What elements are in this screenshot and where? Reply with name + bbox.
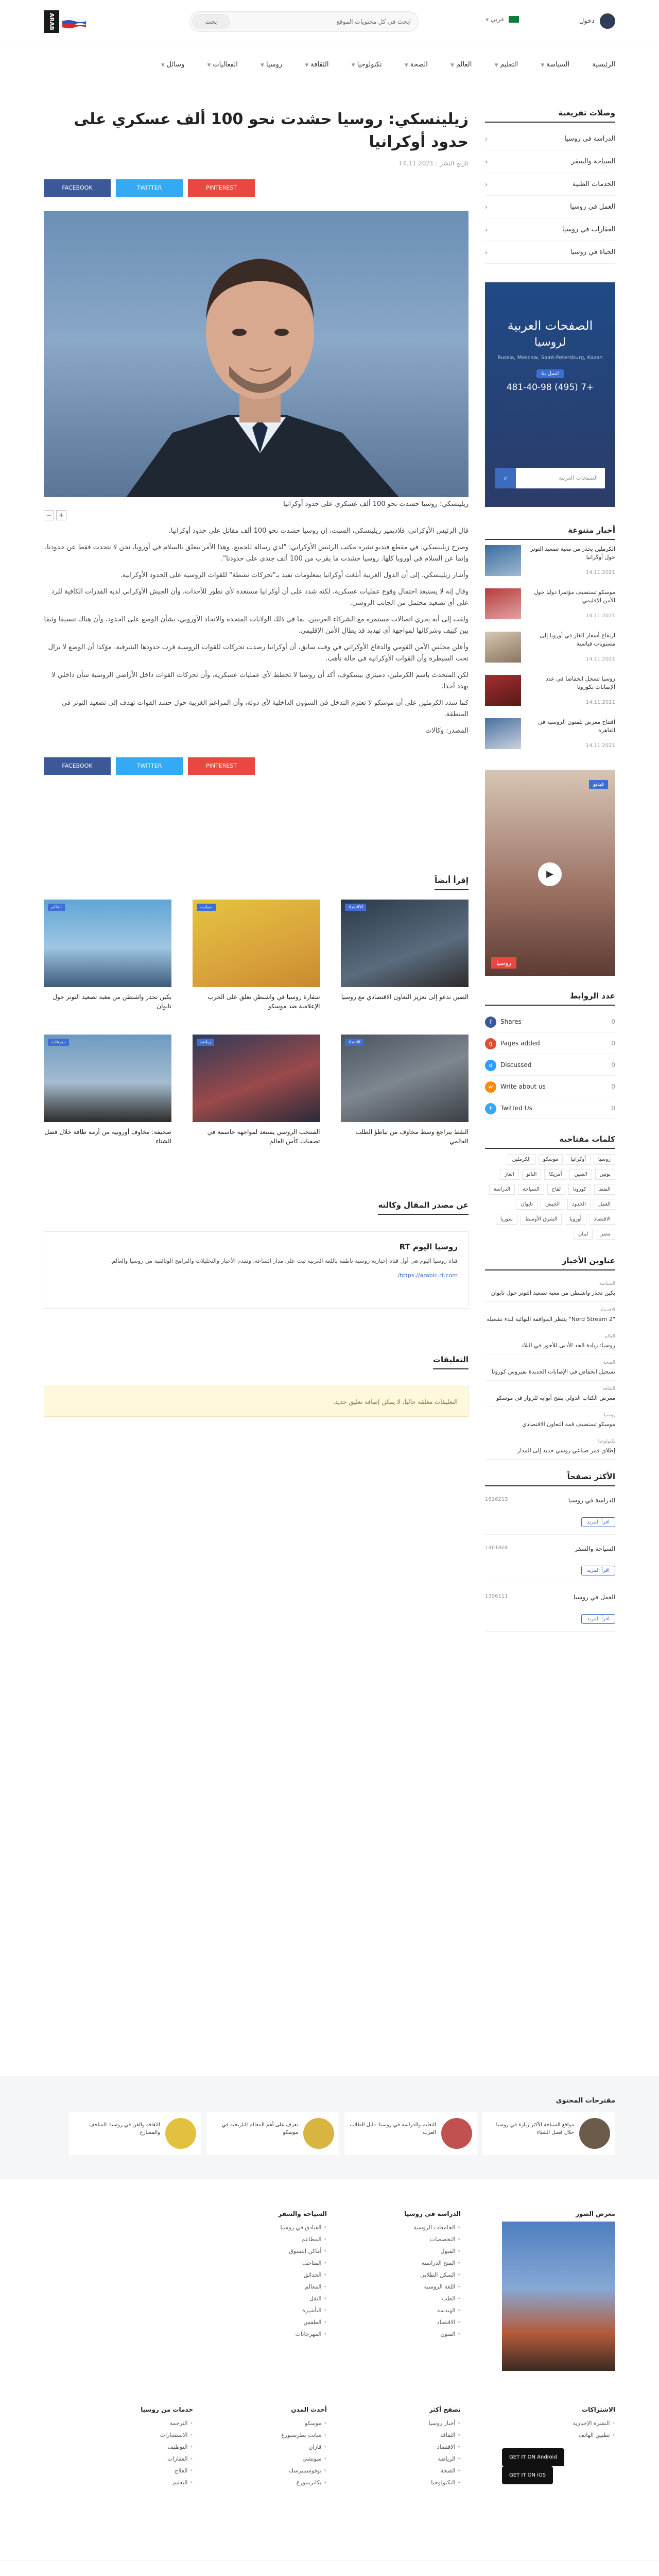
search-icon[interactable]: ⌕ [495,468,516,488]
source-description: قناة روسيا اليوم هي أول قناة إخبارية روسية ناطقة باللغة العربية تبث على مدار الساعة، وتقدم الأخبار والتحليلات والبرامج الوثائقية من روسيا والعالم. [110,1258,458,1264]
footer-link[interactable]: •الاستشارات [160,2432,193,2438]
footer-links [44,2190,615,2566]
bullet-icon: • [457,2272,461,2278]
tag-chip[interactable]: لبنان [574,1229,593,1240]
bullet-icon: • [323,2236,327,2243]
paragraph: وقال إنه لا يستبعد احتمال وقوع عمليات عسكرية، لكنه شدد على أن أوكرانيا مستعدة لأي تطور للأحداث، وأن الجيش الأوكراني لديه القدرات الكافية للرد على أي تصعيد محتمل من الجانب الروسي. [51,588,469,607]
most-viewed-item[interactable]: السياحة والسفر 1461868 اقرأ المزيد [485,1540,615,1583]
card-label: رياضة [197,1039,214,1046]
bullet-icon: • [323,2283,327,2290]
tag-chip[interactable]: السياحة [518,1184,544,1195]
pinterest-share-button[interactable]: PINTEREST [188,757,255,775]
bullet-icon: • [457,2307,461,2314]
headline-category: تكنولوجيا [598,1439,615,1444]
footer-col-browse: تصفح أكثر •أخبار روسيا •الثقافة •الاقتصاد •الرياضة •الصحة •التكنولوجيا [348,2406,461,2488]
bullet-icon: • [323,2479,327,2486]
card-caption: بكين تحذر واشنطن من مغبة تصعيد التوتر حول تايوان [53,993,171,1010]
bullet-icon: • [189,2467,193,2474]
chevron-down-icon: ▼ [494,63,498,68]
category-item[interactable]: السياحة والسفر ‹ [485,150,615,173]
suggest-card[interactable]: التعليم والدراسة في روسيا: دليل الطلاب العرب [344,2112,477,2155]
footer-col-services: خدمات من روسيا •الترجمة •الاستشارات •التوظيف •العقارات •العلاج •التعليم [80,2406,193,2488]
tag-chip[interactable]: أمريكا [544,1169,566,1180]
footer-link[interactable]: •قازان [308,2444,327,2450]
footer-link[interactable]: •موسكو [304,2420,327,2427]
paragraph: وصرح زيلينسكي، في مقطع فيديو نشره مكتب الرئيس الأوكراني: "لدي رسالة للجميع، وهذا الأمر يتعلق بالسلام في أوروبا، نحن لا نتحدث فقط عن حدودنا، وإنما عن السلام في أوروبا كلها. روسيا حشدت ما يقرب من 100 ألف جندي على حدودنا". [44,544,469,563]
bullet-icon: • [457,2224,461,2231]
headline-item[interactable] [485,1381,615,1407]
social-item[interactable]: f Shares 0 [485,1011,615,1032]
source-box [44,1231,469,1309]
news-item[interactable]: روسيا تسجل انخفاضا في عدد الإصابات بكورونا 14.11.2021 [485,675,615,711]
tag-chip[interactable]: موسكو [539,1154,563,1165]
nav-item-tech[interactable]: تكنولوجيا▼ [351,61,382,69]
news-item[interactable]: ارتفاع أسعار الغاز في أوروبا إلى مستويات قياسية 14.11.2021 [485,632,615,668]
tag-cloud [485,1154,615,1244]
bullet-icon: • [612,2420,615,2427]
headline-text: بكين تحذر واشنطن من مغبة تصعيد التوتر حول تايوان [491,1290,615,1296]
category-item[interactable]: الدراسة في روسيا ‹ [485,128,615,150]
article-image [44,211,469,497]
headline-list [485,1276,615,1460]
nav-item-home[interactable]: الرئيسية [592,61,615,69]
tag-chip[interactable]: العمل [594,1199,615,1210]
facebook-icon: f [485,1016,496,1028]
footer-link[interactable]: •الترجمة [169,2420,193,2427]
news-item[interactable]: افتتاح معرض للفنون الروسية في القاهرة 14.11.2021 [485,718,615,754]
tag-chip[interactable]: الاقتصاد [589,1214,615,1225]
comments-notice: التعليقات مغلقة حاليا، لا يمكن إضافة تعليق جديد. [44,1386,469,1417]
headlines-title: عناوين الأخبار [485,1256,615,1270]
footer-link[interactable]: •القبول [440,2248,461,2255]
banner-phone: +7 (495) 481-40-98 [506,382,594,393]
video-label: فيديو [589,780,608,789]
paragraph: لكن المتحدث باسم الكرملين، دميتري بيسكوف، أكد أن روسيا لا تخطط لأي عمليات عسكرية، وأن تحركات القوات داخل الأراضي الروسية شأن داخلي لا يهدد أحدا. [51,671,469,690]
headline-category: السياسة [599,1281,615,1286]
bullet-icon: • [457,2248,461,2255]
nav-item-politics[interactable]: السياسة▼ [541,61,570,69]
play-icon[interactable]: ▶ [538,862,562,886]
bullet-icon: • [457,2295,461,2302]
social-title: عدد الروابط [485,991,615,1006]
language-selector[interactable] [483,15,519,28]
nav-item-education[interactable]: التعليم▼ [494,61,518,69]
tag-chip[interactable]: الدراسة [489,1184,515,1195]
chevron-down-icon: ▼ [260,63,264,68]
tag-chip[interactable]: تايوان [516,1199,537,1210]
paragraph: ولفت إلى أنه يجري اتصالات مستمرة مع الشركاء الغربيين، بما في ذلك الولايات المتحدة والاتحاد الأوروبي، بشأن الوضع على الحدود، وأن هناك تنسيقا وثيقا بين كييف وشركائها لمواجهة أي تهديد قد يطال الأمن الإقليمي. [44,616,469,635]
related-card[interactable] [44,1035,171,1170]
category-item[interactable]: العمل في روسيا ‹ [485,196,615,218]
section-title: عن مصدر المقال وكالته [378,1200,469,1215]
bullet-icon: • [189,2444,193,2450]
chevron-down-icon: ▼ [305,63,309,68]
footer-link[interactable]: •الفنادق في روسيا [280,2224,327,2231]
paragraph: قال الرئيس الأوكراني، فلاديمير زيلينسكي، السبت، إن روسيا حشدت نحو 100 ألف مقاتل على حدود أوكرانيا. [168,527,469,535]
article-title: زيلينسكي: روسيا حشدت نحو 100 ألف عسكري على حدود أوكرانيا [74,110,469,151]
banner-title: الصفحات العربية [507,318,593,333]
footer-link[interactable]: •المعالم [305,2283,327,2290]
suggest-card[interactable]: مواقع السياحة الأكثر زيارة في روسيا خلال فصل الشتاء [482,2112,615,2155]
comments-section [44,1355,469,1417]
chevron-down-icon: ▼ [207,63,211,68]
video-widget[interactable] [485,770,615,976]
zoom-out-button[interactable]: − [44,510,54,520]
footer-col-subscriptions: الاشتراكات •النشرة الإخبارية •تطبيق الهاتف GET IT ON Android GET IT ON iOS [502,2406,615,2484]
bullet-icon: • [457,2467,461,2474]
nav-item-culture[interactable]: الثقافة▼ [305,61,329,69]
footer-link[interactable]: •المهرجانات [295,2331,327,2337]
most-viewed-title: الأكثر تصفحاً [485,1472,615,1486]
bullet-icon: • [323,2420,327,2427]
tag-chip[interactable]: كورونا [568,1184,591,1195]
card-caption: المنتخب الروسي يستعد لمواجهة حاسمة في تصفيات كأس العالم [207,1128,320,1145]
bullet-icon: • [323,2248,327,2255]
card-caption: سفارة روسيا في واشنطن تعلق على الحرب الإعلامية ضد موسكو [207,993,320,1010]
sidebar [485,108,615,1637]
social-item[interactable]: w Write about us 0 [485,1076,615,1097]
bullet-icon: • [323,2260,327,2266]
arab-pages-banner [485,282,615,507]
read-also-section [44,876,469,1170]
headline-category: العالم [604,1334,615,1339]
footer-link[interactable]: •أخبار روسيا [428,2420,461,2427]
card-caption: صحيفة: مخاوف أوروبية من أزمة طاقة خلال فصل الشتاء [44,1128,171,1145]
category-item[interactable]: الخدمات الطبية ‹ [485,173,615,196]
card-label: سياسة [197,904,216,911]
language-label: عربي [491,15,505,23]
footer-gallery: معرض الصور [502,2210,615,2371]
nav-item-world[interactable]: العالم▼ [450,61,472,69]
bullet-icon: • [457,2331,461,2337]
footer-link[interactable]: •الصحة [440,2467,461,2474]
footer-link[interactable]: •نوفوسيبيرسك [289,2467,327,2474]
social-item[interactable]: d Discussed 0 [485,1054,615,1076]
card-image [341,900,469,987]
footer-link[interactable]: •المتاحف [302,2260,327,2266]
footer-link[interactable]: •النقل [309,2295,327,2302]
paragraph: وأعلن مجلس الأمن القومي والدفاع الأوكراني في وقت سابق، أن أوكرانيا رصدت تحركات للقوات الروسية قرب حدودها الشرقية، مؤكدا أن الوضع لا يزال تحت السيطرة وأن القوات الأوكرانية في حالة تأهب. [48,643,469,663]
bullet-icon: • [323,2224,327,2231]
footer-link[interactable]: •السكن الطلابي [420,2272,461,2278]
suggest-title: مقترحات المحتوى [556,2097,615,2105]
bullet-icon: • [323,2272,327,2278]
bullet-icon: • [189,2455,193,2462]
zoom-controls [44,510,469,520]
top-bar [0,0,659,46]
chevron-left-icon: ‹ [485,135,488,143]
headline-text: "Nord Stream 2" ينتظر الموافقة النهائية لبدء تشغيله [487,1316,615,1323]
headline-category: روسيا [604,1413,615,1418]
card-label: الاقتصاد [345,904,366,911]
footer-bottom [0,2561,659,2576]
bullet-icon: • [189,2479,193,2486]
bullet-icon: • [323,2455,327,2462]
zoom-in-button[interactable]: + [56,510,66,520]
bullet-icon: • [457,2479,461,2486]
footer-link[interactable]: •المطاعم [301,2236,327,2243]
tags-title: كلمات مفتاحية [485,1134,615,1149]
footer-link[interactable]: •الفنون [440,2331,461,2337]
bullet-icon: • [457,2283,461,2290]
search-button[interactable]: بحث [192,14,230,29]
related-card[interactable] [193,900,320,1035]
sidebar-news-title: أخبار متنوعة [485,526,615,540]
footer-link[interactable]: •التأشيرة [302,2307,327,2314]
social-item[interactable]: g Pages added 0 [485,1032,615,1054]
article-date: تاريخ النشر : 14.11.2021 [398,160,469,167]
tag-chip[interactable]: النفط [594,1184,615,1195]
nav-item-russia[interactable]: روسيا▼ [260,61,283,69]
footer-link[interactable]: •الثقافة [440,2432,461,2438]
section-title: التعليقات [433,1355,469,1369]
image-caption: زيلينسكي: روسيا حشدت نحو 100 ألف عسكري على حدود أوكرانيا [283,500,469,508]
bullet-icon: • [189,2420,193,2427]
bullet-icon: • [323,2444,327,2450]
tag-chip[interactable]: بوتين [595,1169,615,1180]
tag-chip[interactable]: الغاز [500,1169,519,1180]
footer-link[interactable]: •سوتشي [302,2455,327,2462]
video-source: روسيا [491,957,516,969]
tag-chip[interactable]: أوكرانيا [566,1154,591,1165]
main-nav [44,54,615,76]
bullet-icon: • [323,2295,327,2302]
footer-col-tourism: السياحة والسفر •الفنادق في روسيا •المطاعم •أماكن التسوق •المتاحف •الحدائق •المعالم •النقل •التأشيرة •الطقس •المهرجانات [214,2210,327,2340]
card-image [341,1035,469,1122]
nav-item-media[interactable]: وسائل▼ [161,61,185,69]
tag-chip[interactable]: الجيش [541,1199,564,1210]
banner-cities: Russia, Moscow, Saint-Petersburg, Kazan [497,355,603,361]
read-more-button[interactable]: اقرأ المزيد [581,1614,615,1624]
paragraph: وأشار زيلينسكي، إلى أن الدول الغربية أبلغت أوكرانيا بمعلومات تفيد بـ"تحركات نشطة" للقوات الروسية على الحدود الأوكرانية. [120,571,469,579]
chevron-down-icon: ▼ [404,63,408,68]
avatar [600,13,615,29]
footer-suggestions [0,2076,659,2179]
bullet-icon: • [457,2260,461,2266]
related-card[interactable] [341,900,469,1035]
category-item[interactable]: الحياة في روسيا ‹ [485,241,615,264]
footer-link[interactable]: •اللغة الروسية [424,2283,461,2290]
headline-text: روسيا: زيادة الحد الأدنى للأجور في البلاد [521,1342,615,1349]
footer-link[interactable]: •الرياضة [438,2455,461,2462]
facebook-share-button[interactable]: FACEBOOK [44,757,111,775]
tag-chip[interactable]: روسيا [594,1154,615,1165]
chevron-left-icon: ‹ [485,158,488,165]
bullet-icon: • [323,2432,327,2438]
card-caption: النفط يتراجع وسط مخاوف من تباطؤ الطلب العالمي [355,1128,469,1145]
saudi-flag-icon [509,16,519,23]
card-caption: الصين تدعو إلى تعزيز التعاون الاقتصادي مع روسيا [341,993,469,1001]
write-icon: w [485,1081,496,1093]
chevron-down-icon: ▼ [541,63,545,68]
headline-text: معرض الكتاب الدولي يفتح أبوابه للزوار في موسكو [496,1395,615,1401]
headline-item[interactable] [485,1433,615,1460]
search-box [189,11,419,32]
bullet-icon: • [323,2331,327,2337]
headline-category: الاقتصاد [600,1308,615,1313]
footer-link[interactable]: •الطقس [303,2319,327,2326]
footer-link[interactable]: •العلاج [175,2467,193,2474]
article-body [44,526,469,737]
user-menu[interactable] [574,13,615,30]
news-item[interactable]: موسكو تستضيف مؤتمرا دوليا حول الأمن الإقليمي 14.11.2021 [485,588,615,624]
source-line: المصدر: وكالات [425,727,469,735]
suggest-card[interactable]: الثقافة والفن في روسيا: المتاحف والمسارح [68,2112,201,2155]
chevron-left-icon: ‹ [485,181,488,188]
portrait-illustration [44,211,469,497]
footer-link[interactable]: •التكنولوجيا [431,2479,461,2486]
section-title: إقرأ أيضاً [435,876,469,890]
bullet-icon: • [323,2467,327,2474]
tag-chip[interactable]: أوروبا [565,1214,586,1225]
footer-link[interactable]: •الطب [442,2295,461,2302]
headline-item[interactable] [485,1407,615,1433]
footer-link[interactable]: •الهندسة [437,2307,461,2314]
chevron-left-icon: ‹ [485,204,488,211]
read-more-button[interactable]: اقرأ المزيد [581,1566,615,1575]
tag-chip[interactable]: الصين [569,1169,592,1180]
share-bar-bottom [44,757,469,776]
bullet-icon: • [612,2432,615,2438]
sidebar-categories-title: وصلات تفريعية [485,108,615,123]
footer-link[interactable]: •تطبيق الهاتف [578,2432,615,2438]
chevron-left-icon: ‹ [485,226,488,233]
tag-chip[interactable]: مصر [596,1229,615,1240]
related-card[interactable] [341,1035,469,1170]
bullet-icon: • [189,2432,193,2438]
chevron-down-icon: ▼ [485,18,489,22]
article [44,108,469,776]
tag-chip[interactable]: الحدود [567,1199,591,1210]
footer-link[interactable]: •الحدائق [303,2272,327,2278]
footer-link[interactable]: •العقارات [167,2455,193,2462]
user-label: دخول [579,17,595,25]
chevron-down-icon: ▼ [161,63,165,68]
source-section [44,1200,469,1309]
bullet-icon: • [457,2444,461,2450]
bullet-icon: • [457,2236,461,2243]
ios-store-button[interactable]: GET IT ON iOS [502,2466,553,2484]
pinterest-share-button[interactable]: PINTEREST [188,179,255,197]
contact-tag[interactable]: اتصل بنا [536,369,564,378]
card-image [44,900,171,987]
footer-link[interactable]: •سانت بطرسبورغ [281,2432,327,2438]
card-label: منوعات [48,1039,69,1046]
google-plus-icon: g [485,1038,496,1049]
footer-link[interactable]: •أماكن التسوق [289,2248,327,2255]
source-url[interactable]: https://arabic.rt.com/ [397,1272,458,1279]
bullet-icon: • [457,2420,461,2427]
gallery-image[interactable] [502,2222,615,2371]
tag-chip[interactable]: سوريا [496,1214,517,1225]
chevron-left-icon: ‹ [485,249,488,256]
headline-category: الثقافة [602,1386,615,1392]
tag-chip[interactable]: الشرق الأوسط [521,1214,562,1225]
bullet-icon: • [323,2319,327,2326]
bullet-icon: • [457,2432,461,2438]
banner-subtitle: لروسيا [534,336,566,349]
related-card[interactable] [193,1035,320,1170]
news-item[interactable]: الكرملين يحذر من مغبة تصعيد التوتر حول أوكرانيا 14.11.2021 [485,545,615,581]
most-viewed-item[interactable]: العمل في روسيا 1396111 اقرأ المزيد [485,1588,615,1632]
banner-search-input[interactable]: الصفحات العربية ⌕ [495,468,605,488]
read-more-button[interactable]: اقرأ المزيد [581,1517,615,1527]
footer-link[interactable]: •الجامعات الروسية [413,2224,461,2231]
nav-item-health[interactable]: الصحة▼ [404,61,428,69]
headline-item[interactable] [485,1302,615,1328]
headline-item[interactable] [485,1276,615,1302]
headline-text: تسجيل انخفاض في الإصابات الجديدة بفيروس كورونا [492,1368,615,1375]
footer-link[interactable]: •الاقتصاد [437,2319,461,2326]
paragraph: كما شدد الكرملين على أن موسكو لا تعتزم التدخل في الشؤون الداخلية لأي دولة، وأن المزاعم الغربية حول حشد القوات تهدف إلى تصعيد التوتر في المنطقة. [61,699,469,718]
card-image [44,1035,171,1122]
headline-item[interactable] [485,1328,615,1354]
chevron-down-icon: ▼ [450,63,454,68]
nav-item-events[interactable]: الفعاليات▼ [207,61,238,69]
footer-link[interactable]: •التوظيف [167,2444,193,2450]
bullet-icon: • [457,2455,461,2462]
russia-flag-icon [61,16,87,29]
twitter-icon: t [485,1103,496,1114]
discuss-icon: d [485,1060,496,1071]
headline-category: الصحة [603,1360,615,1365]
card-label: العالم [48,904,65,911]
related-card[interactable] [44,900,171,1035]
search-input[interactable] [236,16,411,27]
chevron-down-icon: ▼ [351,63,355,68]
footer-col-cities: أحدث المدن •موسكو •سانت بطرسبورغ •قازان •سوتشي •نوفوسيبيرسك •يكاترينبورغ [214,2406,327,2488]
footer-link[interactable]: •الاقتصاد [437,2444,461,2450]
source-name: روسيا اليوم RT [399,1242,458,1251]
footer-link[interactable]: •التخصصات [429,2236,461,2243]
site-logo[interactable]: ARAB [44,10,90,33]
twitter-share-button[interactable]: TWITTER [116,179,183,197]
footer-link[interactable]: •التعليم [172,2479,193,2486]
twitter-share-button[interactable]: TWITTER [116,757,183,775]
category-list [485,128,615,264]
facebook-share-button[interactable]: FACEBOOK [44,179,111,197]
headline-text: موسكو تستضيف قمة التعاون الاقتصادي [522,1421,615,1428]
card-image [193,900,320,987]
footer-link[interactable]: •يكاترينبورغ [296,2479,327,2486]
suggest-card[interactable]: تعرف على أهم المعالم التاريخية في موسكو [206,2112,339,2155]
card-label: اقتصاد [345,1039,363,1046]
bullet-icon: • [323,2307,327,2314]
bullet-icon: • [457,2319,461,2326]
most-viewed-item[interactable]: الدراسة في روسيا 1616213 اقرأ المزيد [485,1492,615,1535]
tag-chip[interactable]: الكرملين [508,1154,535,1165]
headline-item[interactable] [485,1354,615,1381]
tag-chip[interactable]: الناتو [522,1169,542,1180]
category-item[interactable]: العقارات في روسيا ‹ [485,218,615,241]
card-image [193,1035,320,1122]
headline-text: إطلاق قمر صناعي روسي جديد إلى المدار [517,1447,615,1454]
android-store-button[interactable]: GET IT ON Android [502,2448,564,2466]
share-bar [44,179,469,198]
footer-col-study: الدراسة في روسيا •الجامعات الروسية •التخصصات •القبول •المنح الدراسية •السكن الطلابي •اللغة الروسية •الطب •الهندسة •الاقتصاد •الفنون [348,2210,461,2340]
footer-link[interactable]: •النشرة الإخبارية [573,2420,615,2427]
footer-link[interactable]: •المنح الدراسية [421,2260,461,2266]
social-item[interactable]: t Twitted Us 0 [485,1097,615,1119]
tag-chip[interactable]: لقاح [547,1184,566,1195]
